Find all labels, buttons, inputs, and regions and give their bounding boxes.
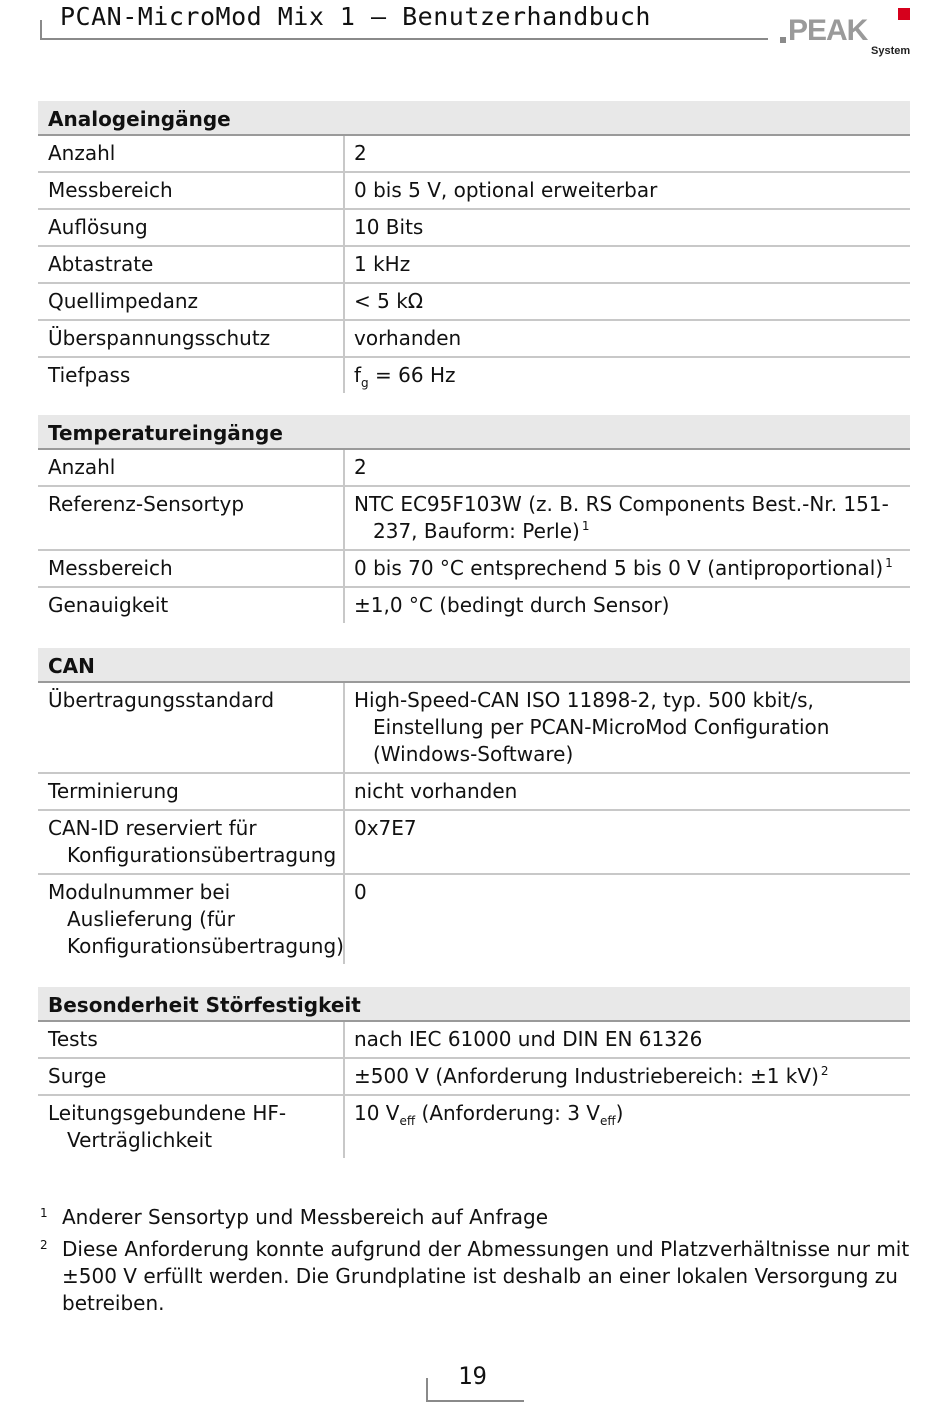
row-label: CAN-ID reserviert für Konfigurationsübertragung <box>38 811 345 873</box>
footnote-mark: 1 <box>40 1206 48 1220</box>
value-text: ) <box>615 1101 624 1125</box>
row-label: Auflösung <box>38 210 345 245</box>
value-text: 10 V <box>354 1101 400 1125</box>
section-heading-analog: Analogeingänge <box>38 101 910 136</box>
table-row <box>38 284 910 321</box>
document-title: PCAN-MicroMod Mix 1 – Benutzerhandbuch <box>60 2 651 31</box>
row-label: Leitungsgebundene HF-Verträglichkeit <box>38 1096 345 1158</box>
value-text: (Anforderung: 3 V <box>415 1101 600 1125</box>
row-value <box>345 358 910 393</box>
row-value: nicht vorhanden <box>354 779 518 803</box>
value-subscript: eff <box>399 1114 416 1128</box>
row-value: 2 <box>354 455 367 479</box>
footer-rule-horizontal <box>426 1400 524 1402</box>
value-text: = 66 Hz <box>368 363 456 387</box>
table-row <box>38 588 910 623</box>
row-label: Tests <box>38 1022 345 1057</box>
value-text: 0 bis 70 °C entsprechend 5 bis 0 V (antiproportional) <box>354 556 884 580</box>
row-value: 0x7E7 <box>354 816 417 840</box>
table-row <box>38 450 910 487</box>
row-value: 0 <box>354 880 367 904</box>
row-label: Referenz-Sensortyp <box>38 487 345 549</box>
section-heading-can: CAN <box>38 648 910 683</box>
table-row <box>38 358 910 393</box>
header-rule-horizontal <box>40 38 768 40</box>
row-label: Übertragungsstandard <box>38 683 345 772</box>
table-row <box>38 1096 910 1158</box>
row-value: < 5 kΩ <box>354 289 424 313</box>
logo-dot <box>780 37 786 43</box>
value-text: NTC EC95F103W (z. B. RS Components Best.-Nr. 151-237, Bauform: Perle) <box>354 492 889 543</box>
footnote-text: Anderer Sensortyp und Messbereich auf Anfrage <box>62 1205 548 1229</box>
logo-accent-square <box>898 8 910 20</box>
table-row <box>38 210 910 247</box>
footnote <box>38 1236 910 1317</box>
table-row <box>38 811 910 875</box>
row-label: Surge <box>38 1059 345 1094</box>
row-label: Modulnummer bei Auslieferung (für Konfigurationsübertragung) <box>38 875 345 964</box>
row-value: High-Speed-CAN ISO 11898-2, typ. 500 kbit/s, Einstellung per PCAN-MicroMod Configuration (Windows-Software) <box>354 688 830 766</box>
row-value <box>345 487 910 549</box>
table-row <box>38 136 910 173</box>
value-subscript: eff <box>599 1114 616 1128</box>
footnote-text: Diese Anforderung konnte aufgrund der Abmessungen und Platzverhältnisse nur mit ±500 V erfüllt werden. Die Grundplatine ist deshalb an einer lokalen Versorgung zu betreiben. <box>62 1237 910 1315</box>
table-row <box>38 321 910 358</box>
row-label: Anzahl <box>38 450 345 485</box>
row-value: 1 kHz <box>354 252 411 276</box>
table-row <box>38 247 910 284</box>
logo-word: PEAK <box>788 14 868 47</box>
row-value: 0 bis 5 V, optional erweiterbar <box>354 178 658 202</box>
table-row <box>38 1022 910 1059</box>
table-row <box>38 875 910 964</box>
peak-system-logo <box>780 8 920 60</box>
footnote-ref: 2 <box>820 1064 829 1078</box>
section-heading-emc: Besonderheit Störfestigkeit <box>38 987 910 1022</box>
row-value: 10 Bits <box>354 215 424 239</box>
table-row <box>38 173 910 210</box>
table-row <box>38 1059 910 1096</box>
footer-rule-vertical <box>426 1378 428 1402</box>
page-header <box>0 0 950 70</box>
row-label: Quellimpedanz <box>38 284 345 319</box>
table-row <box>38 683 910 774</box>
value-subscript: g <box>361 376 369 390</box>
header-rule-vertical <box>40 20 42 40</box>
row-value: nach IEC 61000 und DIN EN 61326 <box>354 1027 703 1051</box>
row-label: Terminierung <box>38 774 345 809</box>
table-row <box>38 487 910 551</box>
value-symbol: f <box>354 363 362 387</box>
row-value: vorhanden <box>354 326 462 350</box>
row-label: Abtastrate <box>38 247 345 282</box>
footnote-ref: 1 <box>885 556 893 570</box>
can-table <box>38 648 910 964</box>
value-text: ±500 V (Anforderung Industriebereich: ±1 kV) <box>354 1064 819 1088</box>
footnote-mark: 2 <box>40 1238 48 1252</box>
table-row <box>38 774 910 811</box>
row-label: Messbereich <box>38 551 345 586</box>
row-label: Überspannungsschutz <box>38 321 345 356</box>
section-heading-temperature: Temperatureingänge <box>38 415 910 450</box>
temperature-inputs-table <box>38 415 910 623</box>
row-value: ±1,0 °C (bedingt durch Sensor) <box>354 593 670 617</box>
row-value <box>345 551 910 586</box>
table-row <box>38 551 910 588</box>
footnotes <box>38 1204 910 1322</box>
emc-table <box>38 987 910 1158</box>
footnote <box>38 1204 910 1231</box>
row-label: Genauigkeit <box>38 588 345 623</box>
row-value <box>345 1059 910 1094</box>
row-value: 2 <box>354 141 367 165</box>
row-label: Tiefpass <box>38 358 345 393</box>
logo-subtitle: System <box>871 45 911 57</box>
row-label: Anzahl <box>38 136 345 171</box>
footnote-ref: 1 <box>581 519 590 533</box>
row-label: Messbereich <box>38 173 345 208</box>
page-number: 19 <box>458 1362 487 1390</box>
analog-inputs-table <box>38 101 910 393</box>
row-value <box>345 1096 910 1158</box>
